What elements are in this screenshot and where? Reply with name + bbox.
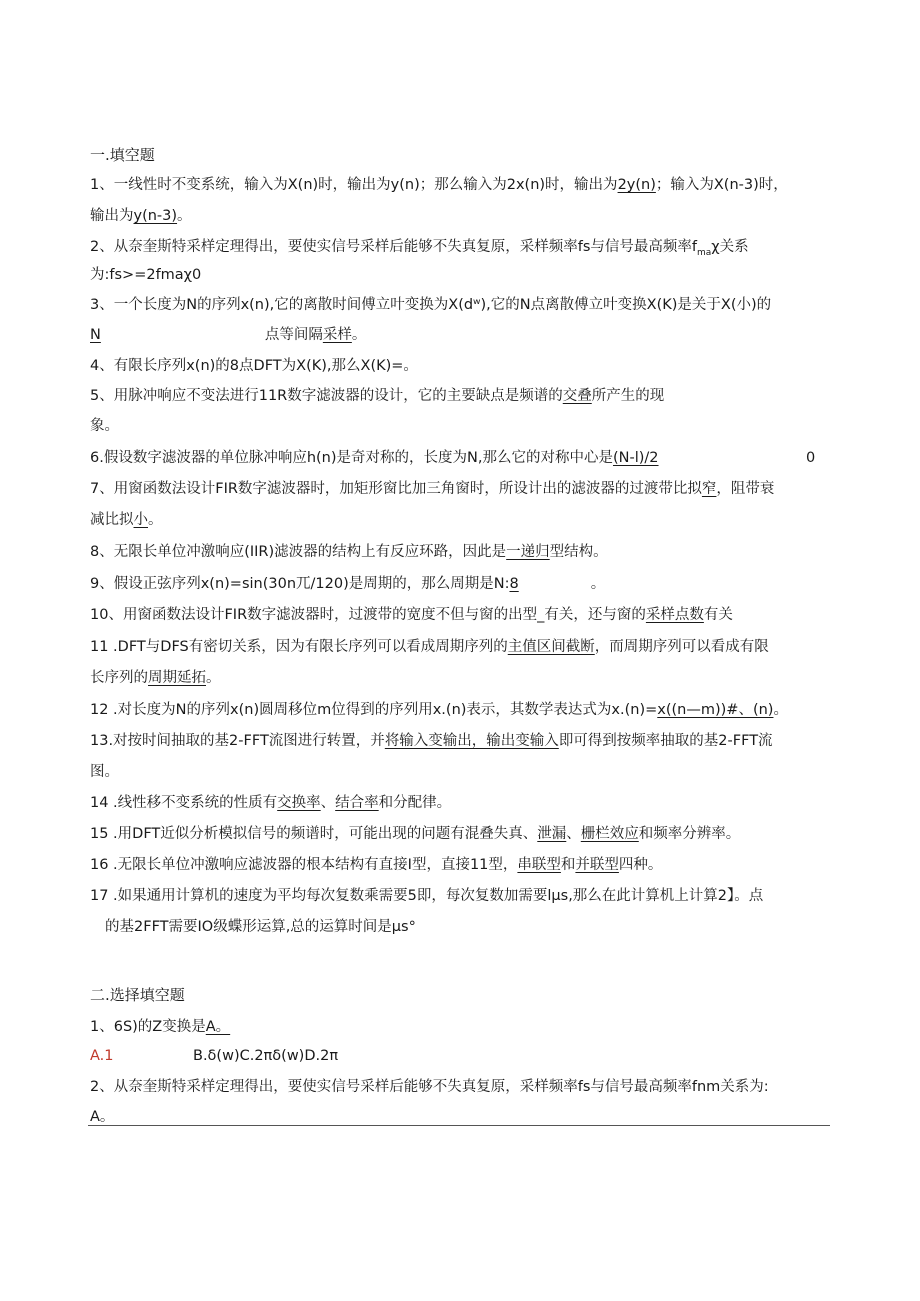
- answer: 一递归: [506, 544, 550, 560]
- answer: 窄: [701, 481, 717, 497]
- question-13-line-2: 图。: [90, 764, 119, 780]
- question-6: 6.假设数字滤波器的单位脉冲响应h(n)是奇对称的，长度为N,那么它的对称中心是(N-l)/2: [90, 450, 659, 466]
- question-3-line-2: N 点等间隔采样。: [90, 327, 367, 343]
- question-12: 12 .对长度为N的序列x(n)圆周移位m位得到的序列用x.(n)表示，其数学表达式为x.(n)=x((n—m))#、(n)。: [90, 702, 788, 718]
- section-2-title: 二.选择填空题: [90, 986, 185, 1004]
- answer: A。: [205, 1019, 231, 1035]
- question-1-line-2: 输出为y(n-3)。: [90, 208, 192, 224]
- answer: 周期延拓: [148, 670, 206, 686]
- choice-question-2-line-1: 2、从奈奎斯特采样定理得出，要使实信号采样后能够不失真复原，采样频率fs与信号最高频率fnm关系为:: [90, 1079, 769, 1095]
- question-2-line-2: 为:fs>=2fmaχ0: [90, 267, 202, 283]
- answer: 2y(n): [617, 177, 656, 193]
- answer: 交换率: [277, 795, 321, 811]
- question-7-line-1: 7、用窗函数法设计FIR数字滤波器时，加矩形窗比加三角窗时，所设计出的滤波器的过渡带比拟窄，阻带衰: [90, 481, 775, 497]
- answer: 泄漏: [537, 826, 567, 842]
- question-11-line-2: 长序列的周期延拓。: [90, 670, 221, 686]
- question-15: 15 .用DFT近似分析模拟信号的频谱时，可能出现的问题有混叠失真、泄漏、栅栏效应和频率分辨率。: [90, 826, 741, 842]
- question-16: 16 .无限长单位冲激响应滤波器的根本结构有直接I型，直接11型，串联型和并联型四种。: [90, 857, 663, 873]
- choice-question-2-line-2: A。: [90, 1109, 115, 1125]
- answer: 将输入变输出，输出变输入: [384, 733, 559, 749]
- answer: 8: [509, 576, 519, 592]
- section-1-title: 一.填空题: [90, 146, 155, 164]
- answer: 交叠: [562, 388, 592, 404]
- question-11-line-1: 11 .DFT与DFS有密切关系，因为有限长序列可以看成周期序列的主值区间截断，而周期序列可以看成有限: [90, 639, 769, 655]
- answer: 栅栏效应: [580, 826, 639, 842]
- answer: (N-l)/2: [612, 450, 659, 466]
- question-6-tail: 0: [806, 450, 816, 466]
- question-7-line-2: 减比拟小。: [90, 512, 163, 528]
- choice-option-a: A.1: [90, 1048, 114, 1064]
- question-13-line-1: 13.对按时间抽取的基2-FFT流图进行转置，并将输入变输出，输出变输入即可得到按频率抽取的基2-FFT流: [90, 733, 773, 749]
- answer: 串联型: [517, 857, 561, 873]
- question-3-line-1: 3、一个长度为N的序列x(n),它的离散时间傅立叶变换为X(dʷ),它的N点离散傅立叶变换X(K)是关于X(小)的: [90, 297, 772, 313]
- answer: 采样: [322, 327, 352, 343]
- answer: x((n—m))#、(n): [657, 702, 774, 718]
- answer: 并联型: [575, 857, 619, 873]
- answer: 小: [133, 512, 148, 528]
- question-4: 4、有限长序列x(n)的8点DFT为X(K),那么X(K)=。: [90, 358, 418, 374]
- answer: 结合率: [335, 795, 379, 811]
- question-2-line-1: 2、从奈奎斯特采样定理得出，要使实信号采样后能够不失真复原，采样频率fs与信号最高频率$f_{ma}\chi$关系: [90, 239, 749, 258]
- answer: 采样点数: [645, 607, 704, 623]
- answer: y(n-3): [133, 208, 178, 224]
- question-17-line-2: 的基2FFT需要IO级蝶形运算,总的运算时间是μs°: [105, 919, 416, 935]
- answer: N: [90, 327, 101, 343]
- question-8: 8、无限长单位冲激响应(IIR)滤波器的结构上有反应环路，因此是一递归型结构。: [90, 544, 608, 560]
- question-9: 9、假设正弦序列x(n)=sin(30n兀/120)是周期的，那么周期是N:8 。: [90, 576, 606, 592]
- question-17-line-1: 17 .如果通用计算机的速度为平均每次复数乘需要5即，每次复数加需要lμs,那么在此计算机上计算2】。点: [90, 888, 764, 904]
- question-10: 10、用窗函数法设计FIR数字滤波器时，过渡带的宽度不但与窗的出型_有关，还与窗的采样点数有关: [90, 607, 733, 623]
- choice-question-1: 1、6S)的Z变换是A。: [90, 1019, 231, 1035]
- horizontal-rule: [88, 1125, 830, 1126]
- question-1-line-1: 1、一线性时不变系统，输入为X(n)时，输出为y(n)；那么输入为2x(n)时，输出为2y(n)；输入为X(n-3)时，: [90, 177, 788, 193]
- choice-options-bcd: B.δ(w)C.2πδ(w)D.2π: [193, 1048, 339, 1064]
- question-5-line-2: 象。: [90, 418, 119, 434]
- question-5-line-1: 5、用脉冲响应不变法进行11R数字滤波器的设计，它的主要缺点是频谱的交叠所产生的现: [90, 388, 665, 404]
- answer: 主值区间截断: [507, 639, 595, 655]
- question-14: 14 .线性移不变系统的性质有交换率、结合率和分配律。: [90, 795, 452, 811]
